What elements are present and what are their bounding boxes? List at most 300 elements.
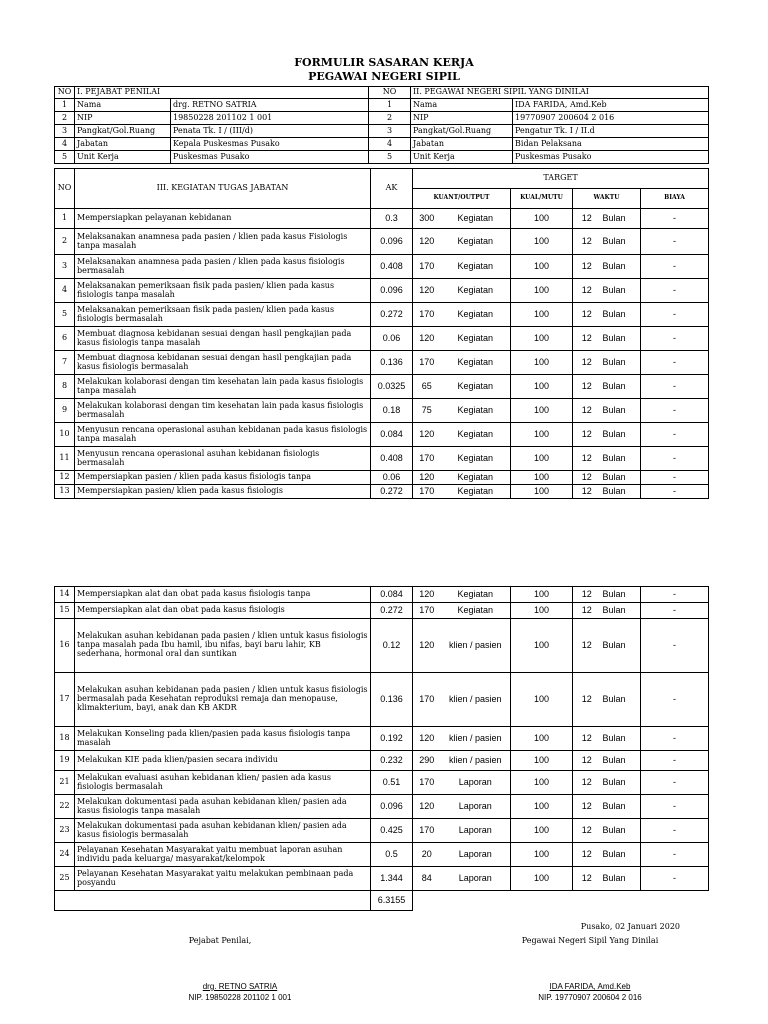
form-title: FORMULIR SASARAN KERJA [294,56,474,69]
activity-quantity: 170 [413,673,441,727]
activity-unit: Laporan [441,819,511,843]
activity-quantity: 170 [413,303,441,327]
activity-no: 24 [55,843,75,867]
kual-header: KUAL/MUTU [511,189,573,209]
activity-unit: Kegiatan [441,375,511,399]
activity-unit: Laporan [441,867,511,891]
activity-quantity: 170 [413,819,441,843]
activity-duration: 12 [573,255,601,279]
activity-description: Melaksanakan pemeriksaan fisik pada pasien/ klien pada kasus fisiologis bermasalah [75,303,371,327]
activity-row [55,485,709,499]
activity-cost: - [641,375,709,399]
activity-ak: 0.425 [371,819,413,843]
right-role: Pegawai Negeri Sipil Yang Dinilai [521,936,659,945]
section2-no: 2 [369,112,411,125]
activity-ak: 0.408 [371,447,413,471]
activity-no: 4 [55,279,75,303]
section1-field: NIP [75,112,171,125]
activity-unit: Kegiatan [441,327,511,351]
activity-row [55,399,709,423]
activity-quality: 100 [511,843,573,867]
activity-duration-unit: Bulan [601,279,641,303]
activity-no: 17 [55,673,75,727]
target-header: TARGET [413,169,709,189]
section2-no: 5 [369,151,411,164]
activity-duration-unit: Bulan [601,603,641,619]
activity-duration: 12 [573,795,601,819]
activity-duration: 12 [573,399,601,423]
activity-quality: 100 [511,399,573,423]
activity-row [55,209,709,229]
activity-description: Melakukan kolaborasi dengan tim kesehatan lain pada kasus fisiologis bermasalah [75,399,371,423]
right-signer-name: IDA FARIDA, Amd.Keb [549,982,631,991]
activity-row [55,351,709,375]
activity-unit: Kegiatan [441,423,511,447]
activity-quantity: 65 [413,375,441,399]
left-role: Pejabat Penilai, [188,936,252,945]
activity-row [55,279,709,303]
activity-cost: - [641,351,709,375]
identity-row [55,112,709,125]
activity-cost: - [641,673,709,727]
left-signer-name: drg. RETNO SATRIA [202,982,278,991]
activity-duration-unit: Bulan [601,447,641,471]
activity-description: Mempersiapkan alat dan obat pada kasus fisiologis tanpa [75,587,371,603]
activity-duration-unit: Bulan [601,843,641,867]
activity-no: 9 [55,399,75,423]
kuant-header: KUANT/OUTPUT [413,189,511,209]
activity-row [55,619,709,673]
activity-row [55,867,709,891]
activity-description: Melaksanakan anamnesa pada pasien / klien pada kasus Fisiologis tanpa masalah [75,229,371,255]
section2-value: Pengatur Tk. I / II.d [513,125,709,138]
section2-field: Nama [411,99,513,112]
activity-description: Melakukan dokumentasi pada asuhan kebidanan klien/ pasien ada kasus fisiologis bermasalah [75,819,371,843]
activity-duration-unit: Bulan [601,819,641,843]
section2-field: Jabatan [411,138,513,151]
activity-quantity: 120 [413,795,441,819]
activity-quantity: 170 [413,485,441,499]
section2-value: IDA FARIDA, Amd.Keb [513,99,709,112]
activity-duration: 12 [573,751,601,771]
activity-no: 23 [55,819,75,843]
activity-duration-unit: Bulan [601,587,641,603]
activity-duration-unit: Bulan [601,771,641,795]
activity-duration: 12 [573,327,601,351]
section2-field: NIP [411,112,513,125]
activity-row [55,751,709,771]
section2-value: Bidan Pelaksana [513,138,709,151]
activity-no: 14 [55,587,75,603]
activity-duration: 12 [573,603,601,619]
activity-quantity: 120 [413,279,441,303]
section1-heading: I. PEJABAT PENILAI [75,87,369,99]
activity-description: Pelayanan Kesehatan Masyarakat yaitu melakukan pembinaan pada posyandu [75,867,371,891]
activity-duration: 12 [573,843,601,867]
activity-quantity: 120 [413,327,441,351]
activity-quality: 100 [511,771,573,795]
activity-cost: - [641,819,709,843]
activity-unit: klien / pasien [441,751,511,771]
activity-unit: Kegiatan [441,229,511,255]
activity-quality: 100 [511,603,573,619]
activity-quantity: 170 [413,603,441,619]
activity-quality: 100 [511,447,573,471]
activity-cost: - [641,471,709,485]
section1-no: 1 [55,99,75,112]
activity-ak: 0.408 [371,255,413,279]
activity-cost: - [641,843,709,867]
activity-unit: Kegiatan [441,447,511,471]
section2-no: 1 [369,99,411,112]
activity-quantity: 20 [413,843,441,867]
activity-no: 2 [55,229,75,255]
activity-duration: 12 [573,471,601,485]
activity-duration-unit: Bulan [601,751,641,771]
activity-ak: 0.3 [371,209,413,229]
activity-duration: 12 [573,485,601,499]
activity-description: Melakukan evaluasi asuhan kebidanan klien/ pasien ada kasus fisiologis bermasalah [75,771,371,795]
activity-duration: 12 [573,727,601,751]
biaya-header: BIAYA [641,189,709,209]
activity-no: 7 [55,351,75,375]
identity-row [55,138,709,151]
identity-table [54,86,709,164]
activity-row [55,843,709,867]
activity-quantity: 84 [413,867,441,891]
activity-row [55,727,709,751]
activity-duration: 12 [573,867,601,891]
section1-field: Nama [75,99,171,112]
activity-quantity: 120 [413,587,441,603]
activity-duration-unit: Bulan [601,673,641,727]
activity-description: Mempersiapkan pasien/ klien pada kasus fisiologis [75,485,371,499]
activity-unit: Kegiatan [441,303,511,327]
activity-no: 1 [55,209,75,229]
waktu-header: WAKTU [573,189,641,209]
activity-cost: - [641,327,709,351]
activity-no: 18 [55,727,75,751]
activity-ak: 0.232 [371,751,413,771]
activity-duration-unit: Bulan [601,471,641,485]
activity-cost: - [641,229,709,255]
activity-no: 5 [55,303,75,327]
activity-unit: Kegiatan [441,399,511,423]
section2-field: Unit Kerja [411,151,513,164]
activity-quality: 100 [511,795,573,819]
activity-quality: 100 [511,375,573,399]
activity-duration-unit: Bulan [601,867,641,891]
activity-duration-unit: Bulan [601,795,641,819]
activity-cost: - [641,727,709,751]
activity-description: Membuat diagnosa kebidanan sesuai dengan hasil pengkajian pada kasus fisiologis tanpa masalah [75,327,371,351]
activity-cost: - [641,771,709,795]
activity-duration-unit: Bulan [601,727,641,751]
activity-duration: 12 [573,209,601,229]
section1-value: drg. RETNO SATRIA [171,99,369,112]
activity-description: Melakukan asuhan kebidanan pada pasien / klien untuk kasus fisiologis tanpa masalah pada Ibu hamil, ibu nifas, bayi baru lahir, KB sederhana, hormonal oral dan suntikan [75,619,371,673]
section1-value: 19850228 201102 1 001 [171,112,369,125]
activity-no: 25 [55,867,75,891]
section3-heading: III. KEGIATAN TUGAS JABATAN [75,169,371,209]
total-label-cell [55,891,371,911]
activity-unit: Kegiatan [441,471,511,485]
activity-quantity: 120 [413,423,441,447]
activity-description: Menyusun rencana operasional asuhan kebidanan pada kasus fisiologis tanpa masalah [75,423,371,447]
section1-value: Puskesmas Pusako [171,151,369,164]
section1-field: Unit Kerja [75,151,171,164]
total-empty [413,891,709,911]
activity-quantity: 75 [413,399,441,423]
activity-cost: - [641,619,709,673]
activity-cost: - [641,867,709,891]
activity-quality: 100 [511,423,573,447]
activity-quality: 100 [511,279,573,303]
section2-heading: II. PEGAWAI NEGERI SIPIL YANG DINILAI [411,87,709,99]
activity-unit: Laporan [441,843,511,867]
activity-ak: 0.272 [371,603,413,619]
activity-no: 13 [55,485,75,499]
activity-cost: - [641,447,709,471]
activity-no: 10 [55,423,75,447]
activity-row [55,771,709,795]
activity-ak: 0.5 [371,843,413,867]
activity-row [55,303,709,327]
activity-description: Melakukan dokumentasi pada asuhan kebidanan klien/ pasien ada kasus fisiologis tanpa masalah [75,795,371,819]
section1-field: Jabatan [75,138,171,151]
activity-quantity: 120 [413,471,441,485]
activity-unit: Kegiatan [441,255,511,279]
activity-row [55,471,709,485]
activity-description: Melaksanakan anamnesa pada pasien / klien pada kasus fisiologis bermasalah [75,255,371,279]
activity-ak: 0.136 [371,351,413,375]
activity-row [55,229,709,255]
activity-ak: 0.272 [371,303,413,327]
section2-value: 19770907 200604 2 016 [513,112,709,125]
activity-row [55,375,709,399]
activity-no: 12 [55,471,75,485]
activity-quantity: 170 [413,351,441,375]
activity-row [55,819,709,843]
activity-description: Mempersiapkan alat dan obat pada kasus fisiologis [75,603,371,619]
ak-header: AK [371,169,413,209]
activity-description: Melakukan Konseling pada klien/pasien pada kasus fisiologis tanpa masalah [75,727,371,751]
activity-description: Pelayanan Kesehatan Masyarakat yaitu membuat laporan asuhan individu pada keluarga/ masyarakat/kelompok [75,843,371,867]
activity-no: 11 [55,447,75,471]
activity-description: Melakukan asuhan kebidanan pada pasien / klien untuk kasus fisiologis bermasalah pada Kesehatan reproduksi remaja dan menopause, klimakterium, bayi, anak dan KB AKDR [75,673,371,727]
activity-unit: Kegiatan [441,485,511,499]
section2-no: 3 [369,125,411,138]
activity-no: 22 [55,795,75,819]
activity-cost: - [641,795,709,819]
activity-duration: 12 [573,673,601,727]
activity-quantity: 170 [413,255,441,279]
activity-quality: 100 [511,351,573,375]
activity-unit: klien / pasien [441,727,511,751]
activity-duration-unit: Bulan [601,255,641,279]
activity-quality: 100 [511,587,573,603]
activity-unit: Kegiatan [441,279,511,303]
activity-unit: Kegiatan [441,209,511,229]
form-subtitle: PEGAWAI NEGERI SIPIL [308,70,460,83]
activities-table-1 [54,168,709,499]
activity-duration-unit: Bulan [601,351,641,375]
activity-duration: 12 [573,619,601,673]
activity-quality: 100 [511,867,573,891]
activity-quality: 100 [511,751,573,771]
activity-no: 21 [55,771,75,795]
activity-ak: 0.51 [371,771,413,795]
total-ak: 6.3155 [371,891,413,911]
activity-cost: - [641,255,709,279]
activity-unit: klien / pasien [441,619,511,673]
activity-unit: Laporan [441,795,511,819]
activity-quantity: 290 [413,751,441,771]
section1-no: 5 [55,151,75,164]
section2-value: Puskesmas Pusako [513,151,709,164]
activity-quality: 100 [511,229,573,255]
activity-quality: 100 [511,471,573,485]
activity-ak: 0.096 [371,279,413,303]
activity-description: Melakukan kolaborasi dengan tim kesehatan lain pada kasus fisiologis tanpa masalah [75,375,371,399]
activity-duration: 12 [573,587,601,603]
section1-no: 4 [55,138,75,151]
activity-quantity: 170 [413,447,441,471]
activity-quality: 100 [511,673,573,727]
activity-ak: 0.06 [371,471,413,485]
section2-no: 4 [369,138,411,151]
activity-no: 16 [55,619,75,673]
activity-duration-unit: Bulan [601,209,641,229]
identity-row [55,151,709,164]
activity-quality: 100 [511,485,573,499]
activity-cost: - [641,587,709,603]
activity-ak: 0.084 [371,587,413,603]
section2-field: Pangkat/Gol.Ruang [411,125,513,138]
activity-cost: - [641,485,709,499]
activity-duration: 12 [573,375,601,399]
activity-row [55,673,709,727]
activity-ak: 0.084 [371,423,413,447]
activity-cost: - [641,279,709,303]
right-signer-nip: NIP. 19770907 200604 2 016 [538,993,642,1002]
activity-row [55,795,709,819]
activity-ak: 1.344 [371,867,413,891]
activity-cost: - [641,751,709,771]
activity-quality: 100 [511,819,573,843]
no-header: NO [369,87,411,99]
activity-quantity: 120 [413,727,441,751]
no-header: NO [55,169,75,209]
activity-unit: klien / pasien [441,673,511,727]
activity-description: Membuat diagnosa kebidanan sesuai dengan hasil pengkajian pada kasus fisiologis bermasalah [75,351,371,375]
activity-description: Mempersiapkan pelayanan kebidanan [75,209,371,229]
activity-row [55,327,709,351]
activity-row [55,603,709,619]
activity-row [55,587,709,603]
activity-ak: 0.096 [371,229,413,255]
activity-duration-unit: Bulan [601,327,641,351]
activity-quality: 100 [511,619,573,673]
activity-no: 6 [55,327,75,351]
activity-no: 3 [55,255,75,279]
activity-description: Menyusun rencana operasional asuhan kebidanan fisiologis bermasalah [75,447,371,471]
activity-cost: - [641,303,709,327]
activity-description: Melaksanakan pemeriksaan fisik pada pasien/ klien pada kasus fisiologis tanpa masalah [75,279,371,303]
left-signer-nip: NIP. 19850228 201102 1 001 [188,993,292,1002]
activity-cost: - [641,209,709,229]
section1-no: 3 [55,125,75,138]
activity-quality: 100 [511,727,573,751]
activity-unit: Kegiatan [441,587,511,603]
activity-duration-unit: Bulan [601,399,641,423]
activity-duration: 12 [573,447,601,471]
activity-duration: 12 [573,423,601,447]
activity-duration: 12 [573,351,601,375]
activity-duration: 12 [573,771,601,795]
activity-row [55,447,709,471]
activity-duration-unit: Bulan [601,619,641,673]
activity-row [55,423,709,447]
activity-ak: 0.136 [371,673,413,727]
activity-quality: 100 [511,209,573,229]
activity-duration-unit: Bulan [601,423,641,447]
activity-duration-unit: Bulan [601,303,641,327]
activity-ak: 0.18 [371,399,413,423]
activity-description: Mempersiapkan pasien / klien pada kasus fisiologis tanpa [75,471,371,485]
activity-cost: - [641,399,709,423]
activity-unit: Kegiatan [441,351,511,375]
activity-duration-unit: Bulan [601,485,641,499]
activity-description: Melakukan KIE pada klien/pasien secara individu [75,751,371,771]
activity-ak: 0.12 [371,619,413,673]
activity-unit: Kegiatan [441,603,511,619]
activity-duration: 12 [573,819,601,843]
activity-quantity: 300 [413,209,441,229]
activities-table-2 [54,586,709,911]
activity-quantity: 170 [413,771,441,795]
activity-quantity: 120 [413,619,441,673]
activity-no: 8 [55,375,75,399]
section1-no: 2 [55,112,75,125]
activity-no: 19 [55,751,75,771]
identity-row [55,99,709,112]
identity-row [55,125,709,138]
activity-duration-unit: Bulan [601,229,641,255]
activity-duration: 12 [573,229,601,255]
section1-field: Pangkat/Gol.Ruang [75,125,171,138]
activity-ak: 0.0325 [371,375,413,399]
activity-ak: 0.272 [371,485,413,499]
activity-quality: 100 [511,303,573,327]
activity-row [55,255,709,279]
activity-ak: 0.192 [371,727,413,751]
activity-duration-unit: Bulan [601,375,641,399]
activity-cost: - [641,423,709,447]
no-header: NO [55,87,75,99]
activity-ak: 0.096 [371,795,413,819]
activity-duration: 12 [573,303,601,327]
section1-value: Penata Tk. I / (III/d) [171,125,369,138]
activity-quantity: 120 [413,229,441,255]
activity-quality: 100 [511,255,573,279]
activity-quality: 100 [511,327,573,351]
activity-no: 15 [55,603,75,619]
activity-ak: 0.06 [371,327,413,351]
section1-value: Kepala Puskesmas Pusako [171,138,369,151]
activity-duration: 12 [573,279,601,303]
place-date: Pusako, 02 Januari 2020 [580,922,680,931]
